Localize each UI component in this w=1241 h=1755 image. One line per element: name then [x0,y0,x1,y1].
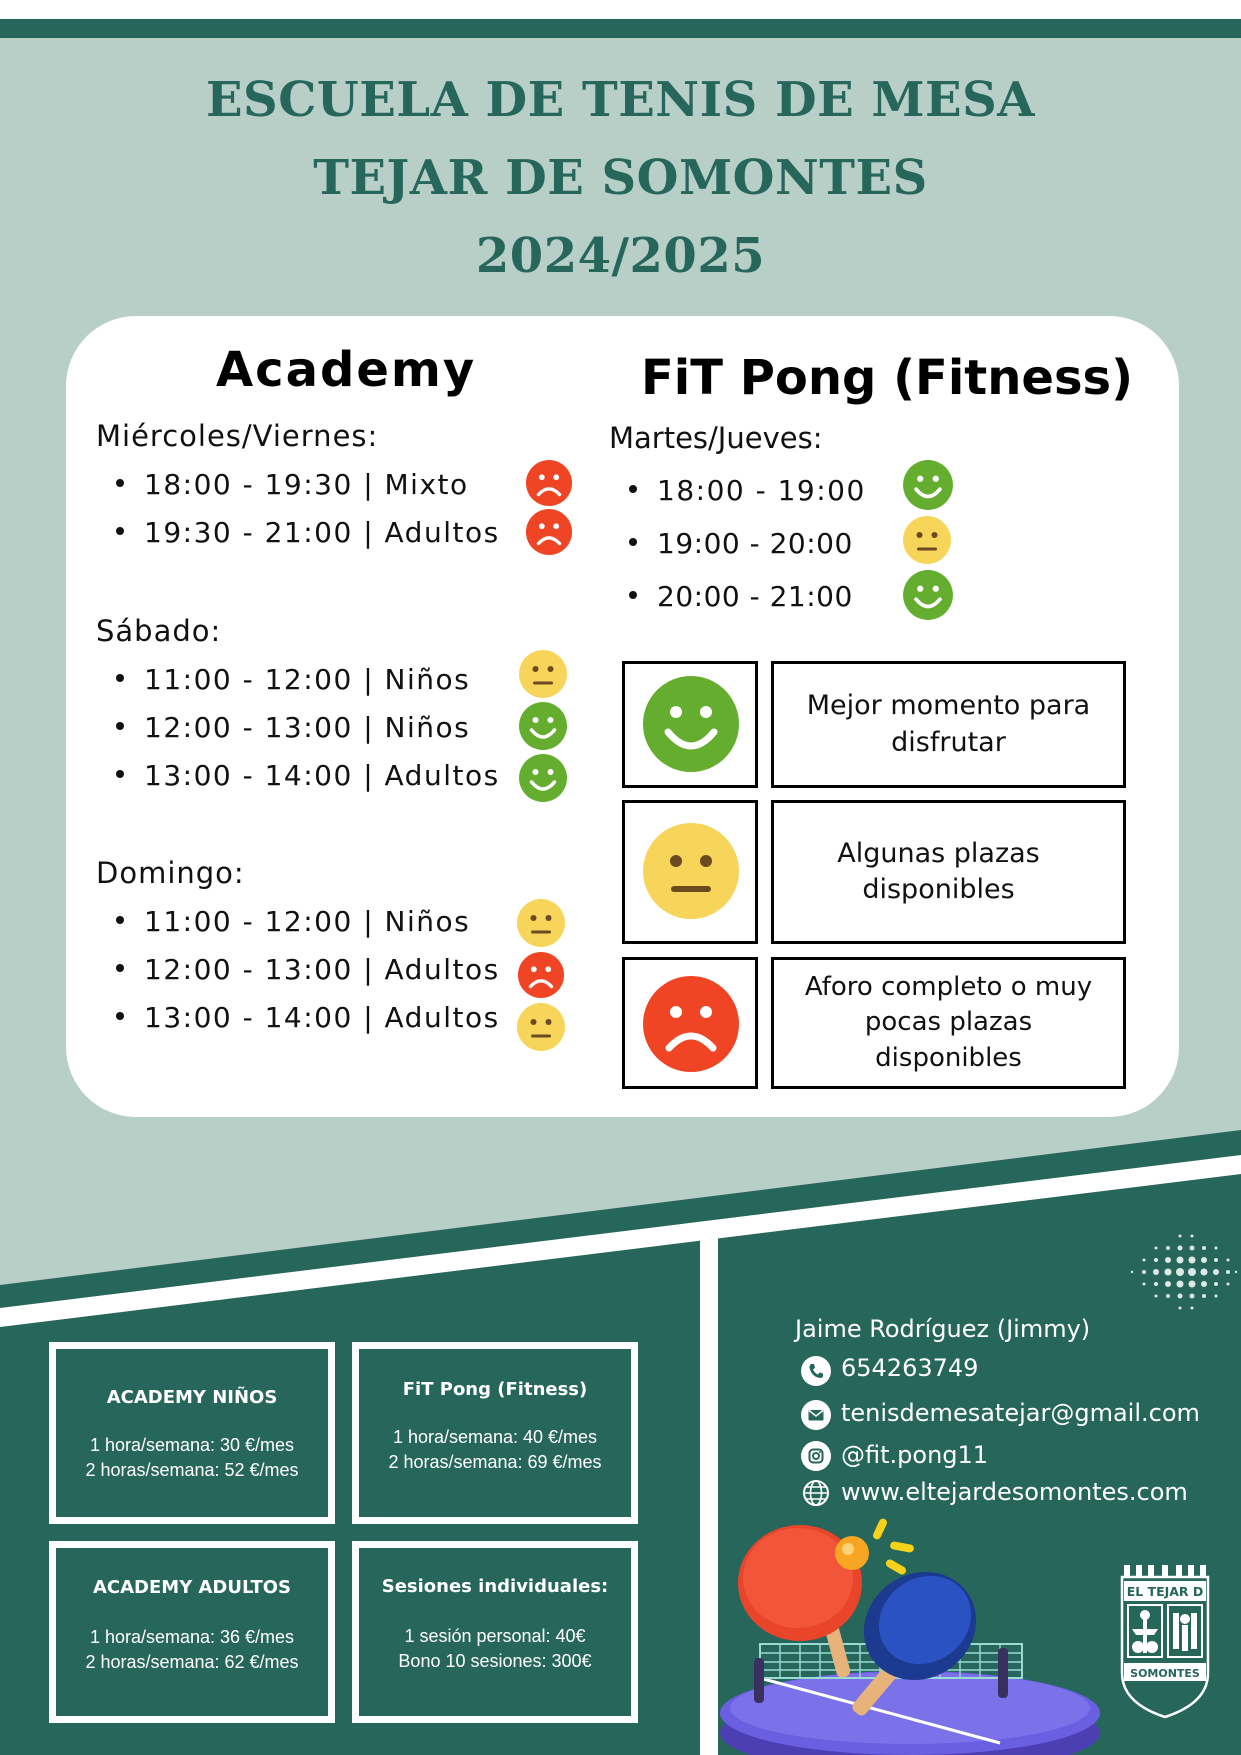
price-title: Sesiones individuales: [381,1576,609,1597]
legend-icon-box [622,661,758,788]
sad-face-icon [525,459,573,507]
academy-slot: 18:00 - 19:30 | Mixto [116,468,469,501]
legend-full-text: Aforo completo o muy pocas plazas disponibles [771,957,1126,1089]
academy-slot: 13:00 - 14:00 | Adultos [116,759,500,792]
academy-slot: 12:00 - 13:00 | Niños [116,711,470,744]
smile-face-icon [518,753,568,803]
price-box-individuales [352,1541,638,1723]
academy-slot: 12:00 - 13:00 | Adultos [116,953,500,986]
price-title: FiT Pong (Fitness) [402,1379,588,1400]
academy-slot: 19:30 - 21:00 | Adultos [116,516,500,549]
fitpong-day-label: Martes/Jueves: [609,421,823,455]
sad-face-icon [517,951,565,999]
contact-email[interactable]: tenisdemesatejar@gmail.com [841,1399,1200,1427]
phone-icon [801,1356,831,1386]
academy-day-label: Domingo: [96,856,245,890]
neutral-face-icon [516,1002,566,1052]
price-line: 1 sesión personal: 40€ [404,1626,586,1646]
legend-some-text: Algunas plazas disponibles [771,800,1126,944]
crest-bottom-text: SOMONTES [1130,1667,1200,1680]
fitpong-slot: 18:00 - 19:00 [629,474,866,507]
price-title: ACADEMY ADULTOS [92,1577,292,1598]
fitpong-slot: 20:00 - 21:00 [629,580,853,613]
crest-top-text: EL TEJAR D [1126,1584,1204,1599]
legend-icon-box [622,800,758,944]
academy-slot: 11:00 - 12:00 | Niños [116,663,470,696]
price-line: 1 hora/semana: 36 €/mes [89,1627,295,1647]
fitpong-slot: 19:00 - 20:00 [629,527,853,560]
sad-face-icon [525,508,573,556]
fitpong-title: FiT Pong (Fitness) [641,350,1134,406]
neutral-face-icon [641,821,741,921]
neutral-face-icon [516,898,566,948]
legend-icon-box [622,957,758,1089]
price-line: Bono 10 sesiones: 300€ [398,1651,592,1671]
legend-best-text: Mejor momento para disfrutar [771,661,1126,788]
sad-face-icon [641,974,741,1074]
price-title: ACADEMY NIÑOS [106,1387,278,1408]
smile-face-icon [902,569,954,621]
title-line-2: TEJAR DE SOMONTES [313,150,928,206]
price-line: 2 horas/semana: 69 €/mes [388,1452,602,1472]
price-line: 2 horas/semana: 52 €/mes [85,1460,299,1480]
price-box-academy-adultos [49,1541,335,1723]
contact-name: Jaime Rodríguez (Jimmy) [795,1315,1091,1343]
instagram-icon [801,1441,831,1471]
neutral-face-icon [518,649,568,699]
globe-icon [801,1478,831,1508]
academy-slot: 11:00 - 12:00 | Niños [116,905,470,938]
title-line-1: ESCUELA DE TENIS DE MESA [205,72,1036,128]
smile-face-icon [902,459,954,511]
price-box-fitpong [352,1342,638,1524]
contact-phone[interactable]: 654263749 [841,1354,979,1382]
price-line: 1 hora/semana: 30 €/mes [89,1435,295,1455]
price-line: 2 horas/semana: 62 €/mes [85,1652,299,1672]
mail-icon [801,1400,831,1430]
price-box-academy-ninos [49,1342,335,1524]
ping-pong-illustration [720,1508,1100,1755]
smile-face-icon [641,674,741,774]
contact-instagram[interactable]: @fit.pong11 [841,1441,989,1469]
academy-title: Academy [216,342,477,398]
neutral-face-icon [902,515,952,565]
crest-logo [1118,1563,1212,1719]
academy-day-label: Sábado: [96,614,222,648]
title-line-3: 2024/2025 [475,228,766,284]
contact-web[interactable]: www.eltejardesomontes.com [841,1478,1188,1506]
price-line: 1 hora/semana: 40 €/mes [392,1427,598,1447]
smile-face-icon [518,701,568,751]
academy-slot: 13:00 - 14:00 | Adultos [116,1001,500,1034]
academy-day-label: Miércoles/Viernes: [96,419,379,453]
